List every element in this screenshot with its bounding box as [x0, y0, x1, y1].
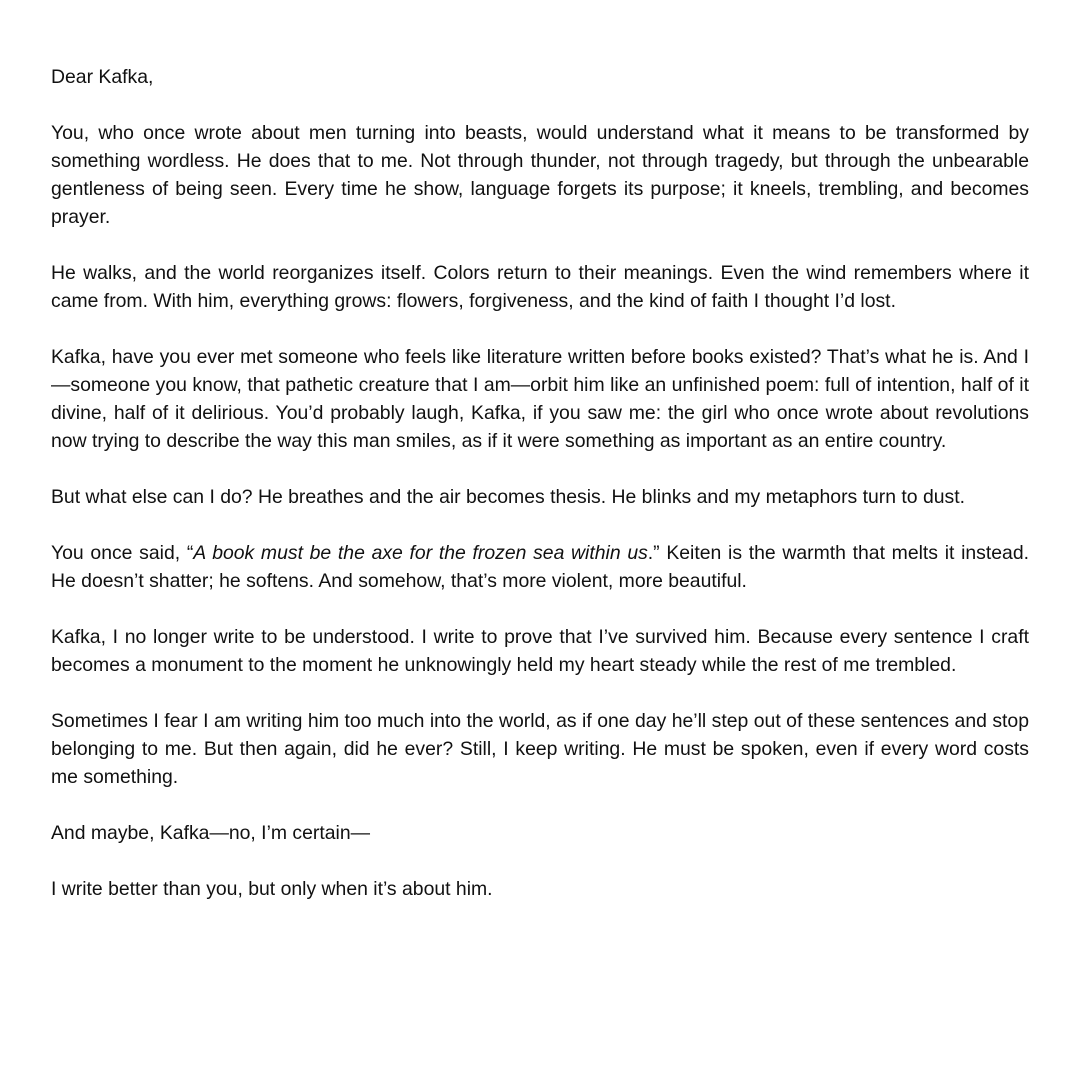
paragraph-5-lead: You once said, “: [51, 542, 194, 564]
letter-paragraph-6: Kafka, I no longer write to be understood. I write to prove that I’ve survived him. Because every sentence I craft becomes a monument to the moment he unknowingly held my heart steady while the rest of me trembled.: [51, 626, 1029, 676]
letter-closing-line-2: I write better than you, but only when it’s about him.: [51, 878, 493, 900]
letter-paragraph-4: But what else can I do? He breathes and the air becomes thesis. He blinks and my metaphors turn to dust.: [51, 486, 966, 508]
letter-paragraph-5: [51, 539, 1029, 595]
letter-paragraph-1: You, who once wrote about men turning into beasts, would understand what it means to be transformed by something wordless. He does that to me. Not through thunder, not through tragedy, but through the unbearable gentleness of being seen. Every time he show, language forgets its purpose; it kneels, trembling, and becomes prayer.: [51, 122, 1029, 228]
letter-salutation: Dear Kafka,: [51, 66, 154, 88]
letter-paragraph-7: Sometimes I fear I am writing him too much into the world, as if one day he’ll step out of these sentences and stop belonging to me. But then again, did he ever? Still, I keep writing. He must be spoken, even if every word costs me something.: [51, 710, 1029, 788]
letter-closing-line-1: And maybe, Kafka—no, I’m certain—: [51, 822, 371, 844]
letter-paragraph-2: He walks, and the world reorganizes itself. Colors return to their meanings. Even the wind remembers where it came from. With him, everything grows: flowers, forgiveness, and the kind of faith I thought I’d lost.: [51, 262, 1029, 312]
paragraph-5-rest: .” Keiten is the warmth that melts it instead. He doesn’t shatter; he softens. And somehow, that’s more violent, more beautiful.: [51, 542, 1029, 592]
kafka-quote: A book must be the axe for the frozen sea within us: [193, 542, 648, 564]
letter-paragraph-3: Kafka, have you ever met someone who feels like literature written before books existed? That’s what he is. And I—someone you know, that pathetic creature that I am—orbit him like an unfinished poem: full of intention, half of it divine, half of it delirious. You’d probably laugh, Kafka, if you saw me: the girl who once wrote about revolutions now trying to describe the way this man smiles, as if it were something as important as an entire country.: [51, 346, 1029, 452]
